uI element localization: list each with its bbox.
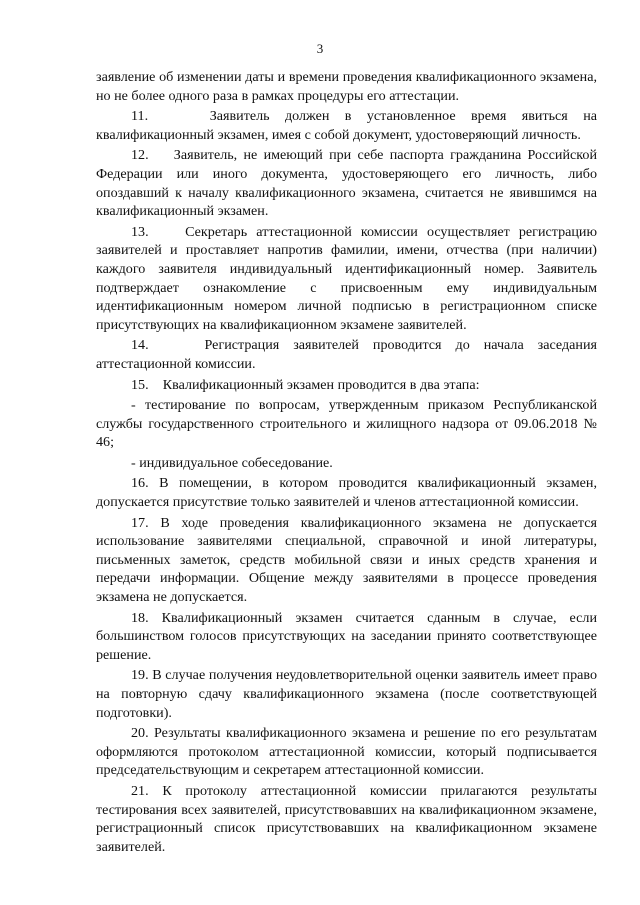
paragraph-list-stage-1: - тестирование по вопросам, утвержденным приказом Республиканской службы государственного строительного и жилищного надзора от 09.06.2018 № 46; bbox=[96, 397, 597, 451]
paragraph-list-stage-2: - индивидуальное собеседование. bbox=[131, 454, 333, 471]
paragraph-item-15: 15. Квалификационный экзамен проводится в два этапа: bbox=[131, 376, 480, 393]
paragraph-item-14: 14. Регистрация заявителей проводится до начала заседания аттестационной комиссии. bbox=[96, 337, 597, 372]
paragraph-item-16: 16. В помещении, в котором проводится квалификационный экзамен, допускается присутствие только заявителей и членов аттестационной комиссии. bbox=[96, 475, 597, 511]
paragraph-item-17: 17. В ходе проведения квалификационного экзамена не допускается использование заявителями специальной, справочной и иной литературы, письменных заметок, средств мобильной связи и иных средств хранения и передачи информации. Общение между заявителями в процессе проведения экзамена не допускается. bbox=[96, 514, 597, 606]
paragraph-item-13: 13. Секретарь аттестационной комиссии осуществляет регистрацию заявителей и проставляет напротив фамилии, имени, отчества (при наличии) каждого заявителя индивидуальный идентификационный номер. Заявитель подтверждает ознакомление с присвоенным ему индивидуальным идентификационным номером личной подписью в регистрационном списке присутствующих на квалификационном экзамене заявителей. bbox=[96, 223, 597, 333]
paragraph-item-12: 12. Заявитель, не имеющий при себе паспорта гражданина Российской Федерации или иного документа, удостоверяющего его личность, либо опоздавший к началу квалификационного экзамена, считается не явившимся на квалификационный экзамен. bbox=[96, 147, 597, 220]
paragraph-item-20: 20. Результаты квалификационного экзамена и решение по его результатам оформляются протоколом аттестационной комиссии, который подписывается председательствующим и секретарем аттестационной комиссии. bbox=[96, 725, 597, 779]
page-number: 3 bbox=[316, 41, 324, 56]
paragraph-item-11: 11. Заявитель должен в установленное время явиться на квалификационный экзамен, имея с собой документ, удостоверяющий личность. bbox=[96, 108, 597, 143]
document-body bbox=[96, 68, 597, 856]
paragraph-item-18: 18. Квалификационный экзамен считается сданным в случае, если большинством голосов присутствующих на заседании принято соответствующее решение. bbox=[96, 609, 597, 663]
paragraph-continuation: заявление об изменении даты и времени проведения квалификационного экзамена, но не более одного раза в рамках процедуры его аттестации. bbox=[96, 69, 597, 104]
paragraph-item-19: 19. В случае получения неудовлетворительной оценки заявитель имеет право на повторную сдачу квалификационного экзамена (после соответствующей подготовки). bbox=[96, 667, 597, 721]
paragraph-item-21: 21. К протоколу аттестационной комиссии прилагаются результаты тестирования всех заявителей, присутствовавших на квалификационном экзамене, регистрационный список присутствовавших на квалификационном экзамене заявителей. bbox=[96, 782, 597, 855]
